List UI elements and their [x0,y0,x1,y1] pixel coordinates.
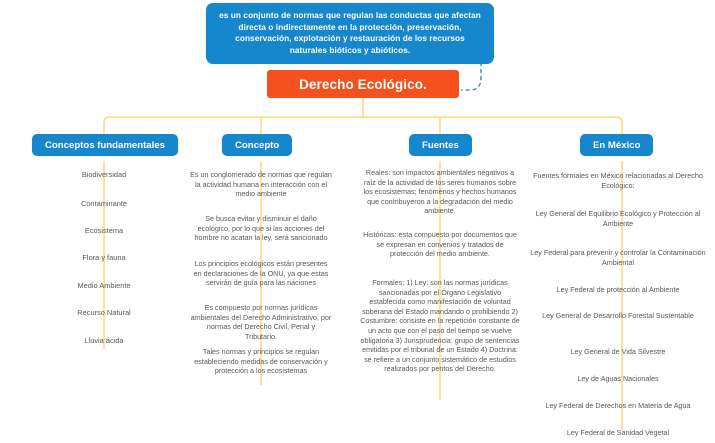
list-item[interactable]: Formales: 1) Ley: son las normas jurídicas sancionadas por el Órgano Legislativo establecida como manifestación de voluntad soberana del Estado mandando o prohibiendo 2) Costumbre: consiste en la repetición constante de un acto que con el paso del tiempo se vuelve obligatoria 3) Jurisprudencia: grupo de sentencias emitidas por el tribunal de un Estado 4) Doctrina: se refiere a un conjunto sistemático de estudios realizados por peritos del Derecho. [360,278,520,374]
branch-head-conceptos-fundamentales[interactable]: Conceptos fundamentales [32,134,178,156]
list-item[interactable]: Se busca evitar y disminuir el daño ecológico, por lo que si las acciones del hombre no acatan la ley, será sancionado [194,214,328,243]
list-item[interactable]: Ley Federal para prevenir y controlar la Contaminación Ambiental [530,248,706,267]
list-item[interactable]: Tales normas y principios se regulan estableciendo medidas de conservación y protección a los ecosistemas [194,347,328,376]
list-item[interactable]: Los principios ecológicos están presentes en declaraciones de la ONU, ya que estas servirán de guía para las naciones [193,259,329,288]
branch-head-fuentes[interactable]: Fuentes [409,134,472,156]
list-item[interactable]: Ley Federal de protección al Ambiente [556,285,680,294]
list-item[interactable]: Contaminante [80,199,127,208]
list-item[interactable]: Ley de Aguas Nacionales [577,374,659,383]
list-item[interactable]: Es compuesto por normas jurídicas ambientales del Derecho Administrativo, por normas del Derecho Civil, Penal y Tributario. [190,303,332,341]
list-item[interactable]: Ecosistema [84,226,124,235]
intro-note: es un conjunto de normas que regulan las conductas que afectan directa o indirectamente en la protección, preservación, conservación, explotación y restauración de los recursos naturales bióticos y abióticos. [206,3,494,64]
list-item[interactable]: Es un conglomerado de normas que regulan la actividad humana en interacción con el medio ambiente [190,170,332,199]
root-node[interactable]: Derecho Ecológico. [267,70,459,98]
list-item[interactable]: Ley Federal de Derechos en Materia de Agua [545,401,691,410]
list-item[interactable]: Biodiversidad [81,170,127,179]
branch-distributor [104,117,622,139]
list-item[interactable]: Históricas: esta compuesto por documentos que se expresan en convenios y tratados de protección del medio ambiente. [363,230,517,259]
list-item[interactable]: Ley General de Vida Silvestre [570,347,666,356]
branch-head-en-mexico[interactable]: En México [580,134,653,156]
list-item[interactable]: Lluvia ácida [84,336,124,345]
list-item[interactable]: Medio Ambiente [77,281,131,290]
list-item[interactable]: Fuentes formales en México relacionadas al Derecho Ecológico: [533,171,703,190]
list-item[interactable]: Recurso Natural [77,308,131,317]
list-item[interactable]: Ley Federal de Sanidad Vegetal [566,428,670,437]
branch-head-concepto[interactable]: Concepto [222,134,292,156]
list-item[interactable]: Flora y fauna [82,253,126,262]
list-item[interactable]: Ley General de Desarrollo Forestal Sustentable [542,311,694,320]
list-item[interactable]: Reales: son impactos ambientales negativos a raíz de la actividad de los seres humanos sobre los ecosistemas; fenómenos y hechos humanos que contribuyeron a la degradación del medio ambiente. [363,168,517,216]
list-item[interactable]: Ley General del Equilibrio Ecológico y Protección al Ambiente [535,209,701,228]
